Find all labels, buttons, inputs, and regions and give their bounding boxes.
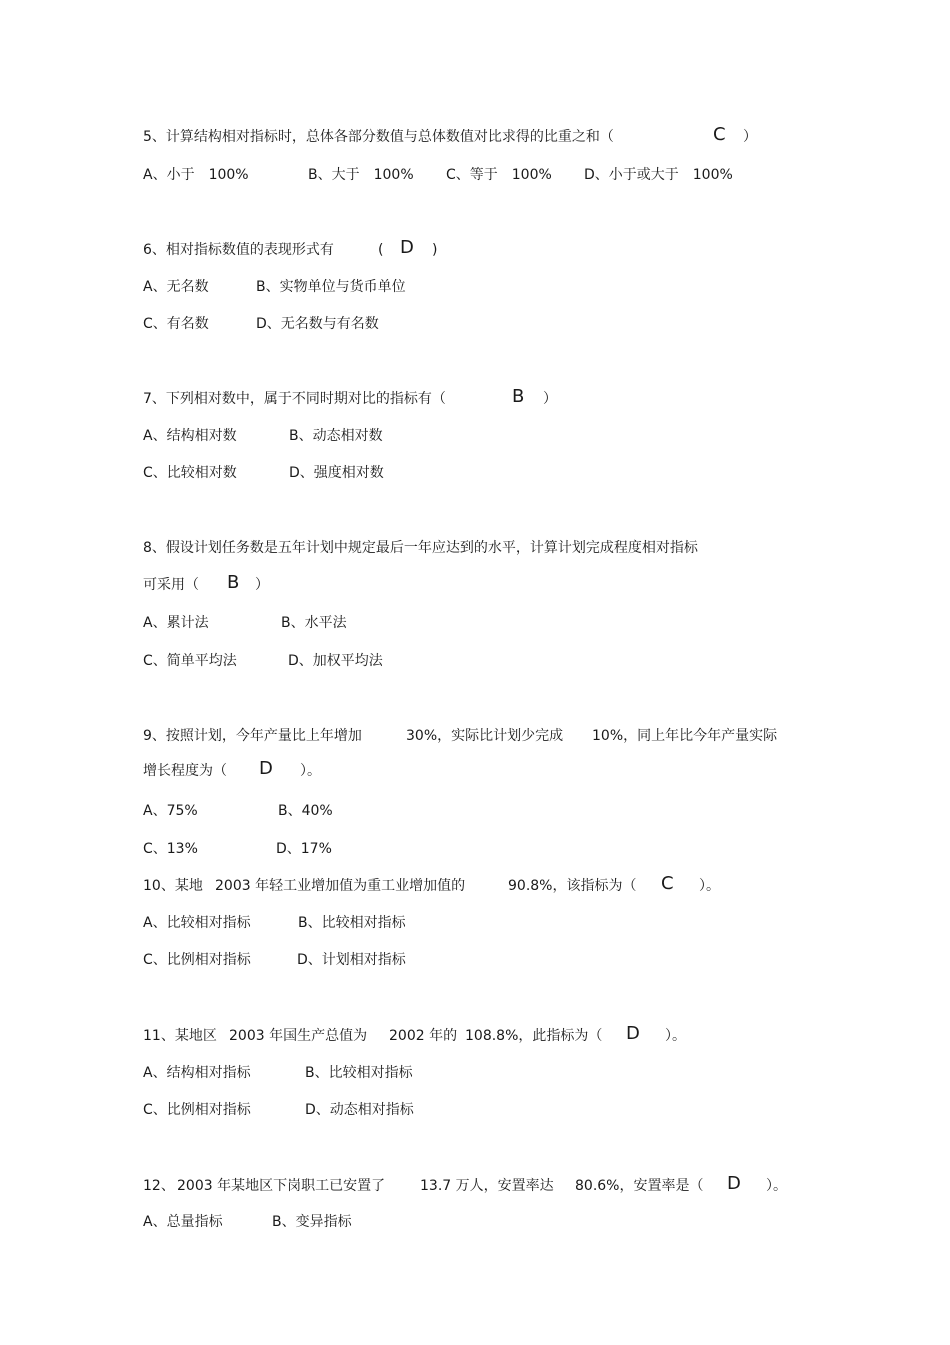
question-text: 10%，同上年比今年产量实际 xyxy=(592,728,778,744)
question-text: 2002 年的 xyxy=(389,1028,458,1044)
answer-letter: B xyxy=(227,572,240,593)
option-c: C、比例相对指标 xyxy=(143,952,251,968)
option-b: B、大于 100% xyxy=(308,167,414,183)
option-a: A、结构相对数 xyxy=(143,428,237,444)
answer-letter: D xyxy=(400,237,414,258)
question-text: ）。 xyxy=(300,763,321,779)
option-a: A、75% xyxy=(143,803,198,819)
option-c: C、等于 100% xyxy=(446,167,552,183)
option-a: A、无名数 xyxy=(143,279,209,295)
option-d: D、动态相对指标 xyxy=(305,1102,414,1118)
question-text: 12、 xyxy=(143,1178,175,1194)
question-text: 30%，实际比计划少完成 xyxy=(406,728,564,744)
answer-letter: C xyxy=(661,873,674,894)
option-b: B、变异指标 xyxy=(272,1214,352,1230)
answer-letter: D xyxy=(626,1023,640,1044)
option-c: C、有名数 xyxy=(143,316,209,332)
option-b: B、40% xyxy=(278,803,333,819)
option-a: A、结构相对指标 xyxy=(143,1065,251,1081)
option-b: B、水平法 xyxy=(281,615,347,631)
answer-letter: C xyxy=(713,124,726,145)
option-d: D、小于或大于 100% xyxy=(584,167,733,183)
option-c: C、比例相对指标 xyxy=(143,1102,251,1118)
option-d: D、17% xyxy=(276,841,332,857)
question-text: 可采用（ xyxy=(143,577,199,593)
option-b: B、动态相对数 xyxy=(289,428,383,444)
option-b: B、比较相对指标 xyxy=(298,915,406,931)
question-text: 2003 年轻工业增加值为重工业增加值的 xyxy=(215,878,466,894)
option-d: D、强度相对数 xyxy=(289,465,384,481)
option-d: D、计划相对指标 xyxy=(297,952,406,968)
option-c: C、简单平均法 xyxy=(143,653,237,669)
question-text: 13.7 万人，安置率达 xyxy=(420,1178,554,1194)
option-c: C、比较相对数 xyxy=(143,465,237,481)
question-text: ）。 xyxy=(665,1028,686,1044)
question-text: 7、下列相对数中，属于不同时期对比的指标有（ xyxy=(143,391,446,407)
question-text: 80.6%，安置率是（ xyxy=(575,1178,704,1194)
question-text: 10、某地 xyxy=(143,878,203,894)
question-text: 108.8%，此指标为（ xyxy=(465,1028,603,1044)
option-b: B、比较相对指标 xyxy=(305,1065,413,1081)
option-a: A、比较相对指标 xyxy=(143,915,251,931)
question-text: ） xyxy=(543,391,557,407)
option-b: B、实物单位与货币单位 xyxy=(256,279,406,295)
answer-letter: B xyxy=(512,386,525,407)
option-c: C、13% xyxy=(143,841,198,857)
question-text: ）。 xyxy=(699,878,720,894)
question-text: 2003 年国生产总值为 xyxy=(229,1028,368,1044)
question-text: ） xyxy=(743,129,757,145)
answer-letter: D xyxy=(727,1173,741,1194)
option-a: A、累计法 xyxy=(143,615,209,631)
option-a: A、小于 100% xyxy=(143,167,249,183)
question-text: 11、某地区 xyxy=(143,1028,217,1044)
question-text: 增长程度为（ xyxy=(143,763,227,779)
answer-letter: D xyxy=(259,758,273,779)
question-text: 2003 年某地区下岗职工已安置了 xyxy=(177,1178,386,1194)
question-text: ) xyxy=(432,242,438,258)
question-text: 90.8%，该指标为（ xyxy=(508,878,637,894)
question-text: 9、按照计划，今年产量比上年增加 xyxy=(143,728,362,744)
option-a: A、总量指标 xyxy=(143,1214,223,1230)
question-text: 6、相对指标数值的表现形式有 xyxy=(143,242,334,258)
question-text: 5、计算结构相对指标时，总体各部分数值与总体数值对比求得的比重之和（ xyxy=(143,129,614,145)
question-text: ） xyxy=(255,577,269,593)
option-d: D、无名数与有名数 xyxy=(256,316,379,332)
option-d: D、加权平均法 xyxy=(288,653,383,669)
question-text: 8、假设计划任务数是五年计划中规定最后一年应达到的水平，计算计划完成程度相对指标 xyxy=(143,540,698,556)
question-text: ( xyxy=(378,242,384,258)
question-text: ）。 xyxy=(766,1178,787,1194)
